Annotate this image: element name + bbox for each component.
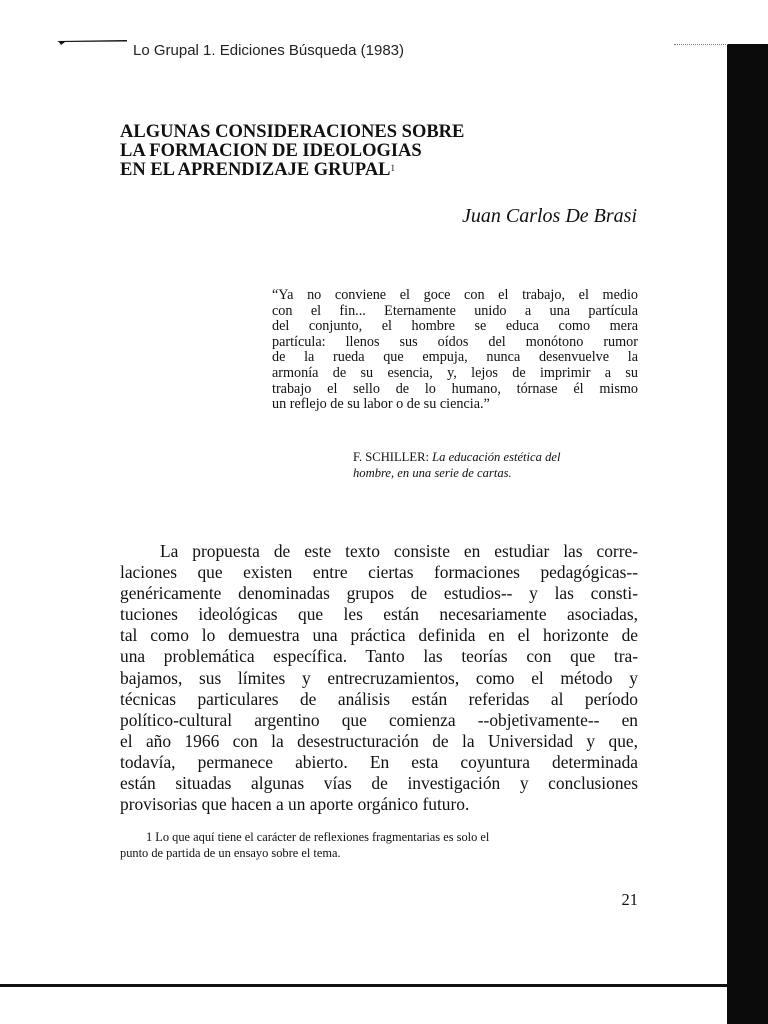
epigraph-line: trabajo el sello de lo humano, tórnase él mismo	[272, 380, 638, 397]
scan-top-mark	[57, 40, 127, 44]
attribution-author: F. SCHILLER:	[353, 450, 429, 464]
scan-top-dots	[674, 44, 728, 46]
epigraph-line: del conjunto, el hombre se educa como mera	[272, 318, 638, 335]
epigraph-line: “Ya no conviene el goce con el trabajo, el medio	[272, 287, 638, 303]
body-line: todavía, permanece abierto. En esta coyuntura determinada	[120, 751, 638, 772]
body-line: bajamos, sus límites y entrecruzamientos, como el método y	[120, 667, 638, 688]
epigraph-line: partícula: llenos sus oídos del monótono rumor	[272, 333, 638, 350]
epigraph-line: armonía de su esencia, y, lejos de imprimir a su	[272, 364, 638, 381]
body-line: genéricamente denominadas grupos de estudios-- y las consti-	[120, 583, 638, 604]
body-line: tuciones ideológicas que les están necesariamente asociadas,	[120, 604, 638, 625]
footnote-line: punto de partida de un ensayo sobre el tema.	[120, 846, 341, 860]
epigraph-quote	[272, 288, 638, 413]
scan-bottom-edge	[0, 984, 727, 987]
footnote	[120, 829, 638, 861]
body-line: tal como lo demuestra una práctica definida en el horizonte de	[120, 625, 638, 646]
epigraph-line: un reflejo de su labor o de su ciencia.”	[272, 396, 490, 413]
epigraph-line: de la rueda que empuja, nunca desenvuelve la	[272, 349, 638, 366]
chapter-title	[120, 123, 540, 180]
source-header: Lo Grupal 1. Ediciones Búsqueda (1983)	[133, 42, 405, 59]
scan-right-edge-shadow	[727, 44, 768, 1024]
attribution-work: La educación estética del	[432, 450, 561, 464]
page-number: 21	[621, 890, 638, 909]
attribution-work: hombre, en una serie de cartas.	[353, 465, 512, 480]
epigraph-attribution	[353, 450, 638, 481]
body-line: el año 1966 con la desestructuración de la Universidad y que,	[120, 730, 638, 751]
chapter-title-line: LA FORMACION DE IDEOLOGIAS	[120, 141, 422, 161]
attribution-line	[353, 450, 638, 466]
body-line: están situadas algunas vías de investigación y conclusiones	[120, 773, 638, 794]
body-line: La propuesta de este texto consiste en estudiar las corre-	[160, 541, 638, 561]
body-line: laciones que existen entre ciertas formaciones pedagógicas--	[120, 562, 638, 583]
body-paragraph	[120, 541, 638, 815]
chapter-title-line: EN EL APRENDIZAJE GRUPAL$^1$	[120, 160, 396, 180]
author-name: Juan Carlos De Brasi	[462, 205, 637, 227]
body-line: una problemática específica. Tanto las teorías con que tra-	[120, 646, 638, 667]
chapter-title-line: ALGUNAS CONSIDERACIONES SOBRE	[120, 122, 465, 142]
body-line: político-cultural argentino que comienza --objetivamente-- en	[120, 709, 638, 730]
title-footnote-ref: 1	[390, 163, 396, 173]
body-line: provisorias que hacen a un aporte orgánico futuro.	[120, 794, 470, 815]
epigraph-line: con el fin... Eternamente unido a una partícula	[272, 302, 638, 319]
body-line: técnicas particulares de análisis están referidas al período	[120, 688, 638, 709]
footnote-line: 1 Lo que aquí tiene el carácter de reflexiones fragmentarias es solo el	[146, 830, 490, 844]
